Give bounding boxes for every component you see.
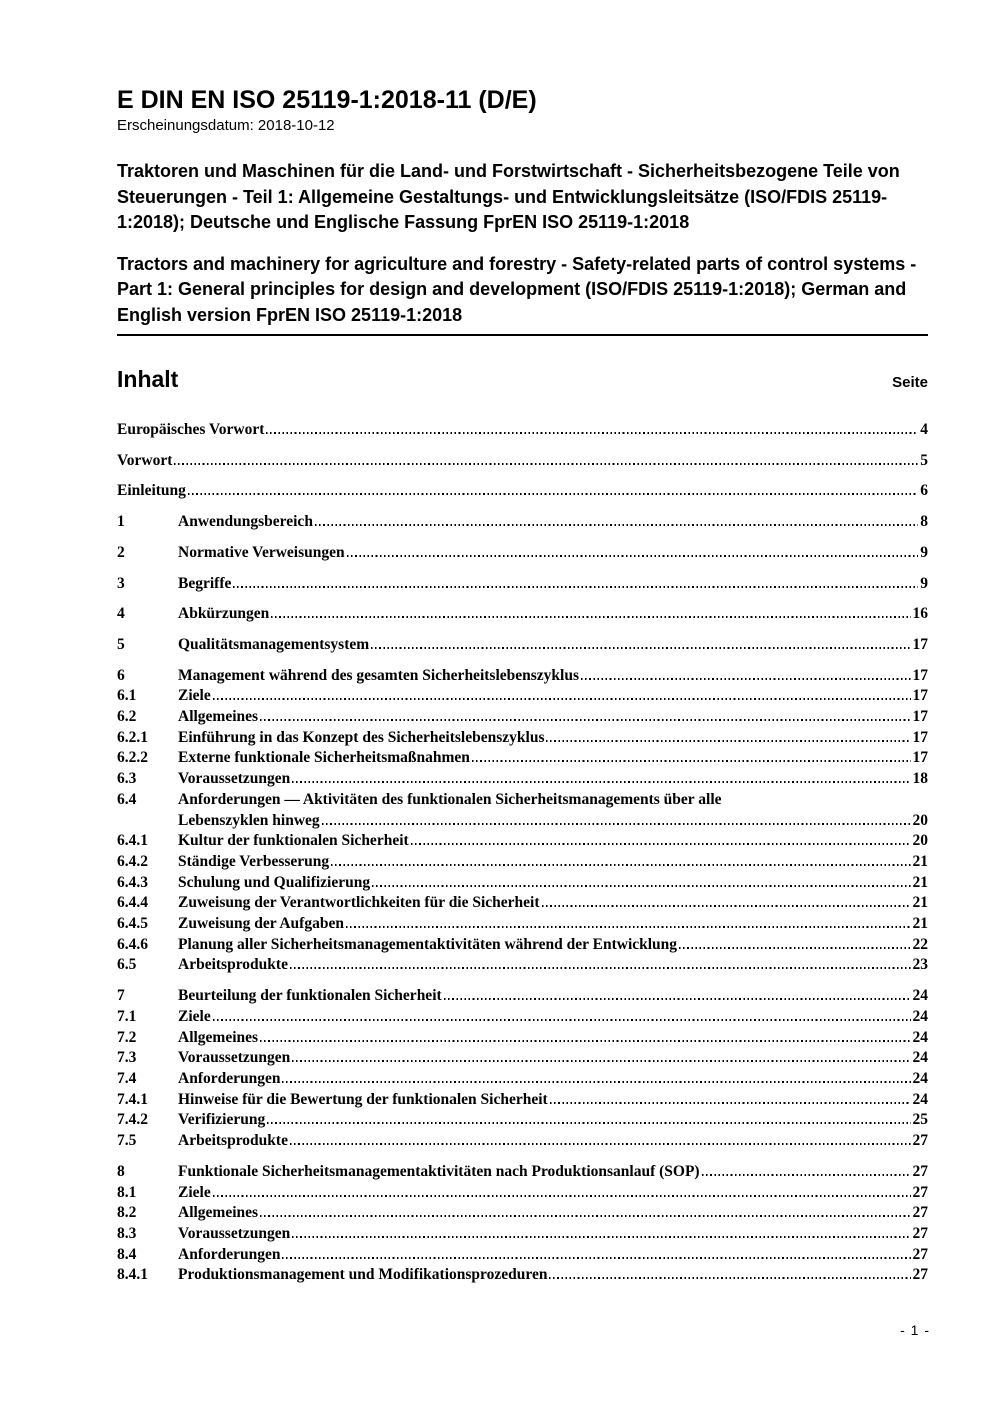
toc-entry-page: 5 — [920, 451, 928, 469]
table-of-contents — [117, 420, 928, 1286]
toc-entry-label: Ziele — [178, 1007, 211, 1025]
toc-leader-dots — [260, 1215, 910, 1217]
toc-entry-page: 23 — [912, 956, 928, 974]
toc-entry-page: 17 — [912, 666, 928, 684]
document-title: E DIN EN ISO 25119-1:2018-11 (D/E) — [117, 86, 537, 114]
toc-entry-page: 6 — [920, 482, 928, 500]
toc-entry — [117, 707, 928, 728]
toc-leader-dots — [282, 1081, 910, 1083]
toc-entry — [117, 1162, 928, 1183]
toc-entry-number: 8.2 — [117, 1204, 137, 1222]
toc-leader-dots — [188, 493, 918, 495]
toc-entry-page: 17 — [912, 687, 928, 705]
toc-entry — [117, 1110, 928, 1131]
toc-entry — [117, 1131, 928, 1152]
toc-entry-number: 8.4 — [117, 1245, 137, 1263]
toc-entry-label: Allgemeines — [178, 1204, 259, 1222]
toc-leader-dots — [290, 967, 911, 969]
toc-entry — [117, 1224, 928, 1245]
toc-entry — [117, 986, 928, 1007]
toc-entry-label: Verifizierung — [178, 1111, 266, 1129]
toc-entry-label: Arbeitsprodukte — [178, 1132, 288, 1150]
toc-entry-label: Ständige Verbesserung — [178, 852, 330, 870]
toc-entry — [117, 1090, 928, 1111]
toc-entry-page: 4 — [920, 421, 928, 438]
page-number-footer: - 1 - — [900, 1322, 930, 1338]
toc-entry-number: 7.1 — [117, 1007, 137, 1025]
toc-entry-label: Begriffe — [178, 574, 232, 592]
toc-entry-page: 21 — [912, 915, 928, 933]
toc-entry-label: Anforderungen — [178, 1245, 281, 1263]
toc-entry — [117, 1265, 928, 1286]
toc-entry-page: 17 — [912, 635, 928, 653]
toc-header-row — [117, 366, 928, 392]
toc-entry-label: Zuweisung der Aufgaben — [178, 915, 344, 933]
toc-leader-dots — [266, 432, 918, 434]
toc-entry-number: 7.4.2 — [117, 1111, 148, 1129]
toc-entry — [117, 955, 928, 976]
toc-entry-number: 6.4 — [117, 790, 137, 808]
toc-entry-page: 27 — [912, 1266, 928, 1284]
toc-leader-dots — [292, 1060, 910, 1062]
toc-entry — [117, 1069, 928, 1090]
toc-entry-number: 6.4.6 — [117, 935, 148, 953]
toc-leader-dots — [549, 1277, 910, 1279]
toc-entry-number: 7 — [117, 987, 125, 1005]
toc-entry-label: Allgemeines — [178, 1028, 259, 1046]
toc-entry-number: 8.4.1 — [117, 1266, 148, 1284]
toc-entry-page: 20 — [912, 832, 928, 850]
toc-entry-number: 8 — [117, 1162, 125, 1180]
toc-entry-number: 6 — [117, 666, 125, 684]
toc-entry-label: Voraussetzungen — [178, 1224, 291, 1242]
toc-entry-label: Normative Verweisungen — [178, 543, 345, 561]
toc-entry-number: 8.3 — [117, 1224, 137, 1242]
title-german: Traktoren und Maschinen für die Land- und Forstwirtschaft - Sicherheitsbezogene Teile von Steuerungen - Teil 1: Allgemeine Gestaltungs- und Entwicklungsleitsätze (ISO/FDIS 25119-1:2018); Deutsche und Englische Fassung FprEN ISO 25119-1:2018 — [117, 161, 900, 232]
toc-leader-dots — [290, 1143, 911, 1145]
toc-entry — [117, 481, 928, 502]
toc-leader-dots — [282, 1257, 910, 1259]
toc-entry-label: Ziele — [178, 1183, 211, 1201]
toc-entry-label: Beurteilung der funktionalen Sicherheit — [178, 987, 442, 1005]
toc-entry-label: Schulung und Qualifizierung — [178, 873, 371, 891]
toc-leader-dots — [174, 463, 918, 465]
toc-leader-dots — [292, 1236, 910, 1238]
toc-entry-label: Vorwort — [117, 451, 173, 469]
toc-entry-page: 18 — [912, 770, 928, 788]
toc-entry-page: 20 — [912, 811, 928, 829]
toc-entry-label: Allgemeines — [178, 708, 259, 726]
toc-entry-page: 27 — [912, 1204, 928, 1222]
toc-entry-page: 27 — [912, 1245, 928, 1263]
toc-leader-dots — [346, 926, 911, 928]
toc-entry-number: 8.1 — [117, 1183, 137, 1201]
toc-entry — [117, 543, 928, 564]
toc-entry-number: 6.2.2 — [117, 749, 148, 767]
toc-leader-dots — [292, 781, 910, 783]
toc-leader-dots — [233, 586, 918, 588]
toc-leader-dots — [267, 1122, 910, 1124]
toc-entry — [117, 574, 928, 595]
toc-leader-dots — [581, 678, 911, 680]
toc-entry — [117, 1007, 928, 1028]
toc-entry-page: 17 — [912, 749, 928, 767]
toc-leader-dots — [411, 843, 911, 845]
toc-page-column-label: Seite — [892, 374, 928, 391]
toc-entry-number: 6.4.3 — [117, 873, 148, 891]
toc-entry — [117, 914, 928, 935]
toc-entry-number: 6.2 — [117, 708, 137, 726]
toc-leader-dots — [331, 864, 910, 866]
toc-leader-dots — [271, 616, 910, 618]
toc-entry-number: 7.5 — [117, 1132, 137, 1150]
title-divider — [117, 334, 928, 336]
toc-entry — [117, 873, 928, 894]
toc-entry-page: 24 — [912, 1090, 928, 1108]
toc-leader-dots — [322, 823, 911, 825]
toc-entry-number: 6.2.1 — [117, 728, 148, 746]
toc-entry — [117, 1028, 928, 1049]
toc-entry-label: Funktionale Sicherheitsmanagementaktivitäten nach Produktionsanlauf (SOP) — [178, 1162, 700, 1180]
toc-entry-page: 25 — [912, 1111, 928, 1129]
toc-entry-page: 24 — [912, 987, 928, 1005]
toc-entry-page: 24 — [912, 1069, 928, 1087]
toc-entry-number: 1 — [117, 513, 125, 531]
toc-entry-page: 24 — [912, 1049, 928, 1067]
toc-entry — [117, 451, 928, 472]
toc-leader-dots — [546, 740, 910, 742]
toc-leader-dots — [260, 1040, 910, 1042]
toc-entry-label: Abkürzungen — [178, 605, 270, 623]
toc-entry-number: 4 — [117, 605, 125, 623]
toc-leader-dots — [679, 947, 910, 949]
toc-leader-dots — [315, 524, 918, 526]
toc-entry-number: 6.3 — [117, 770, 137, 788]
toc-entry-label: Anforderungen — Aktivitäten des funktionalen Sicherheitsmanagements über alle — [178, 790, 722, 808]
toc-entry — [117, 666, 928, 687]
toc-entry-label: Produktionsmanagement und Modifikationsprozeduren — [178, 1266, 548, 1284]
toc-entry — [117, 1048, 928, 1069]
toc-entry-label: Externe funktionale Sicherheitsmaßnahmen — [178, 749, 470, 767]
toc-entry — [117, 831, 928, 852]
page-content — [117, 0, 928, 1286]
toc-entry-label: Voraussetzungen — [178, 1049, 291, 1067]
toc-entry-page: 27 — [912, 1162, 928, 1180]
toc-entry-page: 9 — [920, 574, 928, 592]
toc-leader-dots — [213, 698, 911, 700]
toc-entry-number: 6.4.1 — [117, 832, 148, 850]
toc-entry-number: 7.4.1 — [117, 1090, 148, 1108]
toc-entry-page: 27 — [912, 1183, 928, 1201]
toc-entry-page: 17 — [912, 728, 928, 746]
toc-entry-label: Management während des gesamten Sicherheitslebenszyklus — [178, 666, 579, 684]
toc-entry-number: 7.4 — [117, 1069, 137, 1087]
toc-entry-page: 21 — [912, 894, 928, 912]
toc-leader-dots — [550, 1102, 911, 1104]
toc-leader-dots — [213, 1019, 911, 1021]
toc-entry-page: 16 — [912, 605, 928, 623]
toc-entry-number: 6.5 — [117, 956, 137, 974]
toc-entry — [117, 790, 928, 811]
toc-leader-dots — [260, 719, 910, 721]
toc-entry — [117, 748, 928, 769]
toc-entry-label: Ziele — [178, 687, 211, 705]
toc-entry — [117, 1245, 928, 1266]
toc-entry — [117, 512, 928, 533]
toc-entry — [117, 604, 928, 625]
toc-entry-label: Anwendungsbereich — [178, 513, 313, 531]
toc-leader-dots — [372, 885, 910, 887]
toc-entry-page: 8 — [920, 513, 928, 531]
toc-entry-label: Arbeitsprodukte — [178, 956, 288, 974]
toc-entry-page: 27 — [912, 1224, 928, 1242]
toc-entry-label: Planung aller Sicherheitsmanagementaktivitäten während der Entwicklung — [178, 935, 678, 953]
toc-heading: Inhalt — [117, 366, 179, 392]
toc-entry-number: 3 — [117, 574, 125, 592]
toc-entry-label: Kultur der funktionalen Sicherheit — [178, 832, 409, 850]
toc-entry — [117, 728, 928, 749]
toc-entry — [117, 420, 928, 441]
toc-entry-page: 17 — [912, 708, 928, 726]
toc-entry-label: Zuweisung der Verantwortlichkeiten für die Sicherheit — [178, 894, 540, 912]
toc-entry-label: Europäisches Vorwort — [117, 421, 265, 438]
toc-entry-number: 6.4.2 — [117, 852, 148, 870]
title-english: Tractors and machinery for agriculture and forestry - Safety-related parts of control systems - Part 1: General principles for design and development (ISO/FDIS 25119-1:2018); German and English version FprEN ISO 25119-1:2018 — [117, 253, 917, 325]
toc-entry-number: 6.4.5 — [117, 915, 148, 933]
toc-leader-dots — [472, 760, 911, 762]
toc-entry-page: 22 — [912, 935, 928, 953]
toc-entry-page: 21 — [912, 873, 928, 891]
toc-entry-label: Einführung in das Konzept des Sicherheitslebenszyklus — [178, 728, 545, 746]
toc-entry-number: 5 — [117, 635, 125, 653]
toc-entry-label: Anforderungen — [178, 1069, 281, 1087]
toc-entry — [117, 769, 928, 790]
toc-entry-label: Voraussetzungen — [178, 770, 291, 788]
toc-entry — [117, 935, 928, 956]
toc-entry-label: Einleitung — [117, 482, 186, 500]
toc-leader-dots — [542, 905, 911, 907]
publication-date: Erscheinungsdatum: 2018-10-12 — [117, 117, 335, 134]
toc-entry-page: 27 — [912, 1132, 928, 1150]
toc-leader-dots — [371, 647, 910, 649]
toc-entry — [117, 635, 928, 656]
toc-leader-dots — [444, 998, 911, 1000]
toc-entry — [117, 1203, 928, 1224]
toc-leader-dots — [347, 555, 919, 557]
toc-entry-number: 6.4.4 — [117, 894, 148, 912]
toc-entry — [117, 686, 928, 707]
toc-entry-number: 6.1 — [117, 687, 137, 705]
toc-entry-page: 21 — [912, 852, 928, 870]
toc-entry — [117, 811, 928, 832]
toc-entry — [117, 852, 928, 873]
toc-leader-dots — [213, 1195, 911, 1197]
toc-entry-page: 24 — [912, 1028, 928, 1046]
toc-entry-page: 9 — [920, 543, 928, 561]
toc-entry-number: 2 — [117, 543, 125, 561]
toc-entry-page: 24 — [912, 1007, 928, 1025]
toc-leader-dots — [702, 1174, 911, 1176]
toc-entry-label: Hinweise für die Bewertung der funktionalen Sicherheit — [178, 1090, 548, 1108]
toc-entry-number: 7.3 — [117, 1049, 137, 1067]
toc-entry-label: Lebenszyklen hinweg — [178, 811, 320, 829]
toc-entry-label: Qualitätsmanagementsystem — [178, 635, 370, 653]
toc-entry — [117, 1183, 928, 1204]
toc-entry-number: 7.2 — [117, 1028, 137, 1046]
toc-entry — [117, 893, 928, 914]
